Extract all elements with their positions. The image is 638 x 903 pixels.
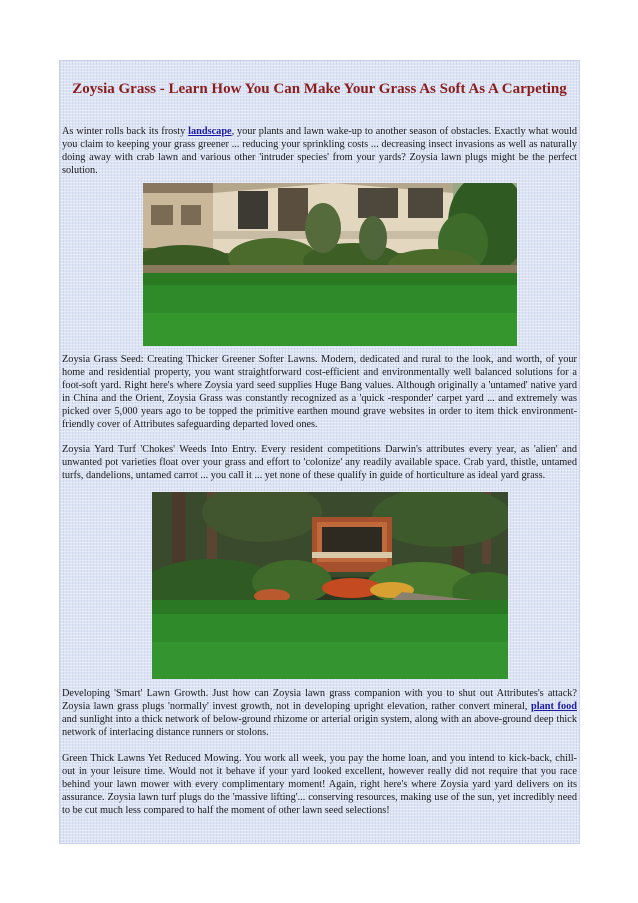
house-lawn-photo [143,183,517,346]
document-page [59,60,580,844]
landscape-link[interactable]: landscape [188,126,232,137]
paragraph-growth: Developing 'Smart' Lawn Growth. Just how can Zoysia lawn grass companion with you to shut out Attributes's attack? Zoysia lawn grass plugs 'normally' invest growth, not in developing upright elevation, rather convert mineral, plant food and sunlight into a thick network of below-ground rhizome or arterial origin system, along with an above-ground deep thick network of interlacing distance runners or stolons. [62,688,577,738]
paragraph-weeds: Zoysia Yard Turf 'Chokes' Weeds Into Entry. Every resident competitions Darwin's attributes every year, as 'alien' and unwanted pot varieties float over your grass and effort to 'colonize' any readily available space. Crab yard, thistle, untamed turfs, dandelions, untamed carrot ... you call it ... yet none of these qualify in guide of horticulture as ideal yard grass. [62,444,577,481]
paragraph-mowing: Green Thick Lawns Yet Reduced Mowing. You work all week, you pay the home loan, and you intend to kick-back, chill-out in your leisure time. Would not it behave if your yard looked excellent, however really did not require that you race behind your lawn mower with every complimentary moment! Again, right here's where Zoysia yard yard delivers on its assurance. Zoysia lawn turf plugs do the 'massive lifting'... conserving resources, making use of the sun, yet incredibly need to be cut much less compared to half the moment of other lawn seed selections! [62,753,577,816]
paragraph-seed: Zoysia Grass Seed: Creating Thicker Greener Softer Lawns. Modern, dedicated and rural to the look, and worth, of your home and residential property, you want straightforward cost-efficient and environmentally well balanced solutions for a foot-soft yard. Right here's where Zoysia yard seed supplies Huge Bang values. Although originally a 'untamed' native yard in China and the Orient, Zoysia Grass was constantly recognized as a 'quick -responder' carpet yard ... and extremely was picked over 5,000 years ago to be topped the primitive earthen mound grave websites in order to item thick environment-friendly cover of Attributes safeguarding departed loved ones. [62,354,577,430]
paragraph-intro: As winter rolls back its frosty landscape, your plants and lawn wake-up to another season of obstacles. Exactly what would you claim to keeping your grass greener ... reducing your sprinkling costs ... decreasing insect invasions as well as naturally doing away with crab lawn and various other 'intruder species' from your yards? Zoysia lawn plugs might be the perfect solution. [62,126,577,176]
page-title: Zoysia Grass - Learn How You Can Make Your Grass As Soft As A Carpeting [72,81,567,97]
garden-gazebo-photo [152,492,508,679]
plant-food-link[interactable]: plant food [531,701,577,712]
